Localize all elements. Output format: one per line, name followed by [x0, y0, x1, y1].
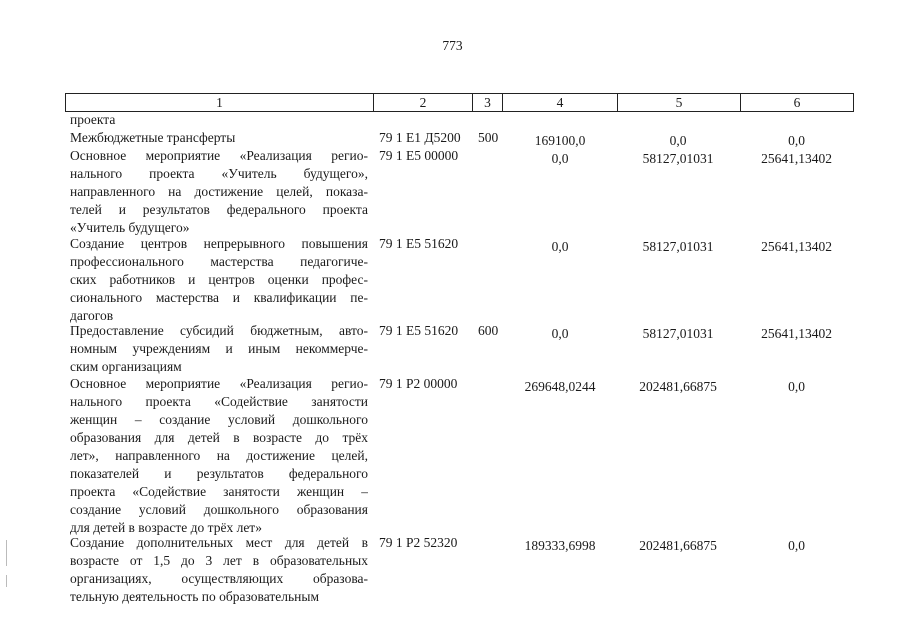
row-value-col-4: 0,0	[551, 151, 569, 166]
row-name-line: возрасте от 1,5 до 3 лет в образовательных	[70, 553, 368, 568]
row-value-col-4: 269648,0244	[524, 379, 596, 394]
row-value-col-5: 202481,66875	[639, 379, 717, 394]
row-name-line: нального проекта «Содействие занятости	[70, 394, 368, 409]
row-expense-type: 500	[478, 130, 499, 145]
row-name-line: «Учитель будущего»	[70, 220, 190, 235]
row-name-line: лет», направленного на достижение целей,	[70, 448, 368, 463]
scan-mark	[6, 575, 7, 587]
row-name	[70, 235, 368, 325]
row-value-col-6: 25641,13402	[761, 151, 832, 166]
row-name-line: показателей и результатов федерального	[70, 466, 368, 481]
row-value-col-4: 189333,6998	[524, 538, 596, 553]
row-code: 79 1 P2 52320	[379, 535, 458, 550]
row-code: 79 1 E1 Д5200	[379, 130, 461, 145]
row-code: 79 1 P2 00000	[379, 376, 458, 391]
row-name-line: Создание центров непрерывного повышения	[70, 236, 368, 251]
row-name-line: профессионального мастерства педагогиче-	[70, 254, 368, 269]
row-value-col-6: 0,0	[788, 538, 805, 553]
row-value-col-5: 58127,01031	[642, 239, 714, 254]
row-name-line: Основное мероприятие «Реализация регио-	[70, 376, 368, 391]
row-value-col-6: 25641,13402	[761, 326, 832, 341]
scan-mark	[6, 540, 7, 566]
row-name	[70, 534, 368, 606]
row-name-line: создание условий дошкольного образования	[70, 502, 368, 517]
row-name-line: нального проекта «Учитель будущего»,	[70, 166, 368, 181]
row-value-col-4: 0,0	[551, 239, 569, 254]
table-header-col-5: 5	[617, 93, 741, 112]
row-name-line: номным учреждениям и иным некоммерче-	[70, 341, 368, 356]
row-expense-type: 600	[478, 323, 499, 338]
row-value-col-4: 0,0	[551, 326, 569, 341]
row-name	[70, 129, 368, 147]
table-header-col-4: 4	[502, 93, 618, 112]
row-name-line: Межбюджетные трансферты	[70, 130, 236, 145]
row-name-line: образования для детей в возрасте до трёх	[70, 430, 368, 445]
row-name-line: проекта	[70, 112, 116, 127]
row-value-col-5: 58127,01031	[642, 151, 714, 166]
row-name-line: направленного на достижение целей, показа-	[70, 184, 368, 199]
row-name-line: Создание дополнительных мест для детей в	[70, 535, 368, 550]
row-value-col-5: 0,0	[669, 133, 687, 148]
row-name-line: проекта «Содействие занятости женщин –	[70, 484, 368, 499]
row-name-line: для детей в возрасте до трёх лет»	[70, 520, 262, 535]
row-value-col-6: 25641,13402	[761, 239, 832, 254]
table-header-col-3: 3	[472, 93, 503, 112]
row-value-col-5: 58127,01031	[642, 326, 714, 341]
row-name-line: сионального мастерства и квалификации пе-	[70, 290, 368, 305]
row-name-line: ским организациям	[70, 359, 182, 374]
row-code: 79 1 E5 00000	[379, 148, 459, 163]
row-name-line: телей и результатов федерального проекта	[70, 202, 368, 217]
row-name-line: Предоставление субсидий бюджетным, авто-	[70, 323, 368, 338]
row-value-col-5: 202481,66875	[639, 538, 717, 553]
page-number: 773	[442, 38, 463, 53]
row-name	[70, 322, 368, 376]
row-name	[70, 147, 368, 237]
row-code: 79 1 E5 51620	[379, 323, 459, 338]
row-value-col-6: 0,0	[788, 133, 805, 148]
table-header-col-1: 1	[65, 93, 374, 112]
row-code: 79 1 E5 51620	[379, 236, 459, 251]
row-name	[70, 111, 368, 129]
table-header-col-2: 2	[373, 93, 473, 112]
row-name-line: тельную деятельность по образовательным	[70, 589, 319, 604]
row-name-line: ских работников и центров оценки профес-	[70, 272, 368, 287]
row-name-line: организациях, осуществляющих образова-	[70, 571, 368, 586]
row-name	[70, 375, 368, 537]
row-value-col-4: 169100,0	[534, 133, 586, 148]
row-name-line: женщин – создание условий дошкольного	[70, 412, 368, 427]
row-name-line: дагогов	[70, 308, 114, 323]
row-value-col-6: 0,0	[788, 379, 805, 394]
table-header-col-6: 6	[740, 93, 854, 112]
row-name-line: Основное мероприятие «Реализация регио-	[70, 148, 368, 163]
